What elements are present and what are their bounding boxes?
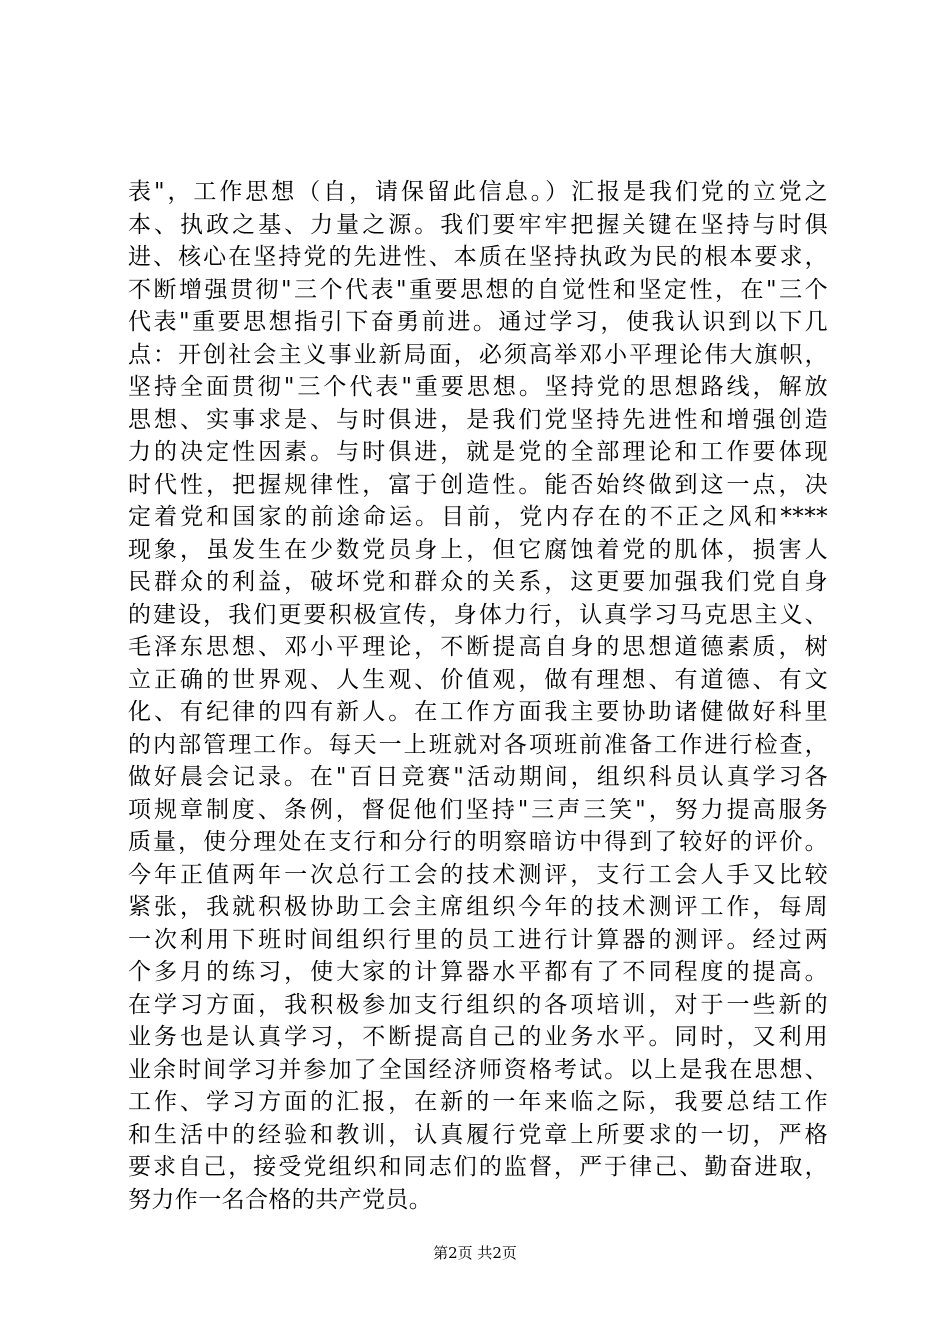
- text-line: 点：开创社会主义事业新局面，必须高举邓小平理论伟大旗帜，: [128, 341, 828, 368]
- text-line: 立正确的世界观、人生观、价值观，做有理想、有道德、有文: [128, 666, 828, 693]
- text-line: 的内部管理工作。每天一上班就对各项班前准备工作进行检查，: [128, 731, 828, 758]
- text-line: 不断增强贯彻"三个代表"重要思想的自觉性和坚定性，在"三个: [128, 276, 828, 303]
- text-line: 今年正值两年一次总行工会的技术测评，支行工会人手又比较: [128, 861, 828, 888]
- text-line: 在学习方面，我积极参加支行组织的各项培训，对于一些新的: [128, 991, 828, 1018]
- text-line: 业余时间学习并参加了全国经济师资格考试。以上是我在思想、: [128, 1056, 828, 1083]
- text-line: 努力作一名合格的共产党员。: [128, 1186, 433, 1213]
- text-line: 时代性，把握规律性，富于创造性。能否始终做到这一点，决: [128, 471, 828, 498]
- text-line: 要求自己，接受党组织和同志们的监督，严于律己、勤奋进取，: [128, 1154, 828, 1180]
- text-line: 工作、学习方面的汇报，在新的一年来临之际，我要总结工作: [128, 1089, 828, 1115]
- text-line: 项规章制度、条例，督促他们坚持"三声三笑"，努力提高服务: [128, 796, 828, 823]
- text-line: 本、执政之基、力量之源。我们要牢牢把握关键在坚持与时俱: [128, 211, 828, 238]
- text-line: 坚持全面贯彻"三个代表"重要思想。坚持党的思想路线，解放: [128, 374, 828, 400]
- text-line: 一次利用下班时间组织行里的员工进行计算器的测评。经过两: [128, 926, 828, 953]
- text-line: 做好晨会记录。在"百日竞赛"活动期间，组织科员认真学习各: [128, 764, 828, 790]
- text-line: 力的决定性因素。与时俱进，就是党的全部理论和工作要体现: [128, 439, 828, 465]
- text-line: 现象，虽发生在少数党员身上，但它腐蚀着党的肌体，损害人: [128, 536, 828, 563]
- text-line: 个多月的练习，使大家的计算器水平都有了不同程度的提高。: [128, 959, 828, 985]
- body-text: [128, 176, 828, 1216]
- text-line: 毛泽东思想、邓小平理论，不断提高自身的思想道德素质，树: [128, 634, 828, 660]
- page-footer: 第2页 共2页: [433, 1244, 517, 1262]
- text-line: 紧张，我就积极协助工会主席组织今年的技术测评工作，每周: [128, 894, 828, 920]
- text-line: 业务也是认真学习，不断提高自己的业务水平。同时，又利用: [128, 1024, 828, 1050]
- text-line: 的建设，我们更要积极宣传，身体力行，认真学习马克思主义、: [128, 601, 828, 628]
- text-line: 思想、实事求是、与时俱进，是我们党坚持先进性和增强创造: [128, 406, 828, 433]
- text-line: 进、核心在坚持党的先进性、本质在坚持执政为民的根本要求，: [128, 244, 828, 270]
- text-line: 表"，工作思想（自，请保留此信息。）汇报是我们党的立党之: [128, 179, 828, 205]
- text-line: 质量，使分理处在支行和分行的明察暗访中得到了较好的评价。: [128, 829, 828, 855]
- text-line: 和生活中的经验和教训，认真履行党章上所要求的一切，严格: [128, 1121, 828, 1148]
- text-line: 代表"重要思想指引下奋勇前进。通过学习，使我认识到以下几: [128, 309, 828, 335]
- text-line: 民群众的利益，破坏党和群众的关系，这更要加强我们党自身: [128, 569, 828, 595]
- text-line: 定着党和国家的前途命运。目前，党内存在的不正之风和****: [128, 504, 828, 530]
- text-line: 化、有纪律的四有新人。在工作方面我主要协助诸健做好科里: [128, 699, 828, 725]
